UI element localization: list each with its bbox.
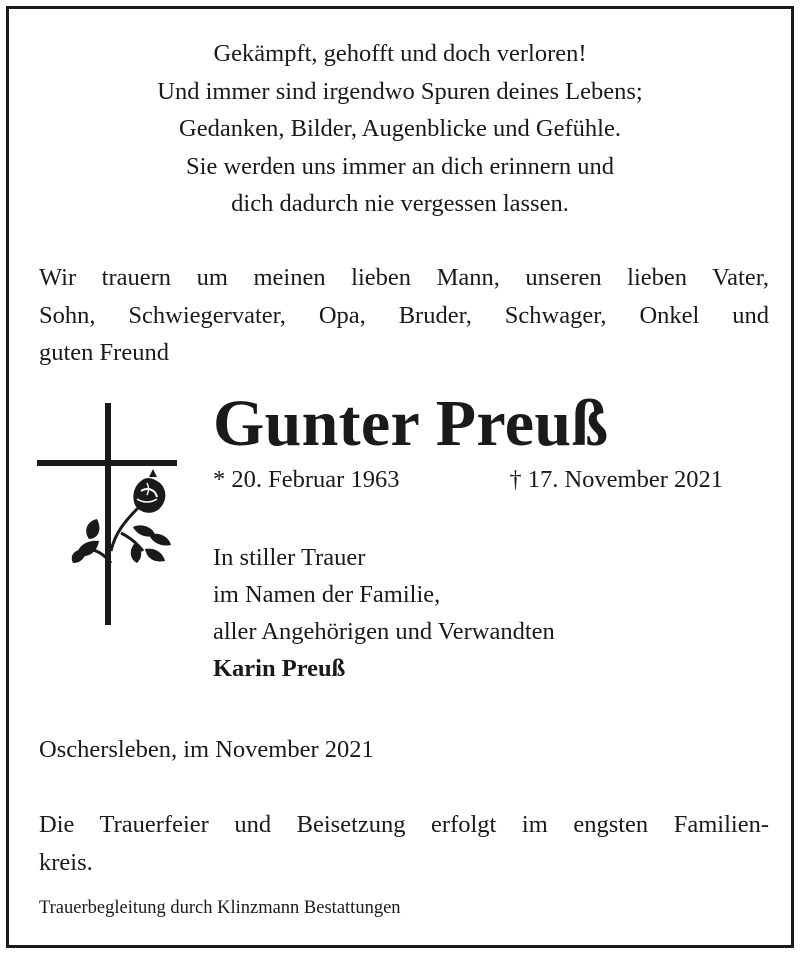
funeral-line: Die Trauerfeier und Beisetzung erfolgt im engsten Familien- [39, 811, 769, 838]
intro-line: Wir trauern um meinen lieben Mann, unseren lieben Vater, [39, 264, 769, 291]
poem [9, 35, 791, 223]
mourning-intro [39, 259, 769, 372]
poem-line: dich dadurch nie vergessen lassen. [231, 190, 569, 217]
poem-line: Sie werden uns immer an dich erinnern und [186, 152, 614, 180]
funeral-line: kreis. [39, 848, 93, 876]
mourners-line: aller Angehörigen und Verwandten [213, 618, 555, 645]
funeral-notice [39, 806, 769, 881]
deceased-name: Gunter Preuß [213, 387, 609, 460]
undertaker-credit: Trauerbegleitung durch Klinzmann Bestattungen [39, 898, 401, 918]
intro-line: guten Freund [39, 339, 169, 366]
signer-name: Karin Preuß [213, 655, 346, 682]
obituary-notice [6, 6, 794, 948]
poem-line: Gekämpft, gehofft und doch verloren! [213, 40, 587, 67]
mourners-block [213, 539, 555, 687]
cross-with-rose-icon [37, 403, 187, 625]
poem-line: Gedanken, Bilder, Augenblicke und Gefühle. [179, 115, 621, 142]
birth-date: * 20. Februar 1963 [213, 466, 400, 493]
mourners-line: In stiller Trauer [213, 544, 366, 571]
poem-line: Und immer sind irgendwo Spuren deines Lebens; [157, 77, 643, 105]
place-and-date: Oschersleben, im November 2021 [39, 736, 374, 763]
mourners-line: im Namen der Familie, [213, 581, 441, 608]
death-date: † 17. November 2021 [509, 466, 723, 493]
intro-line: Sohn, Schwiegervater, Opa, Bruder, Schwager, Onkel und [39, 301, 769, 329]
